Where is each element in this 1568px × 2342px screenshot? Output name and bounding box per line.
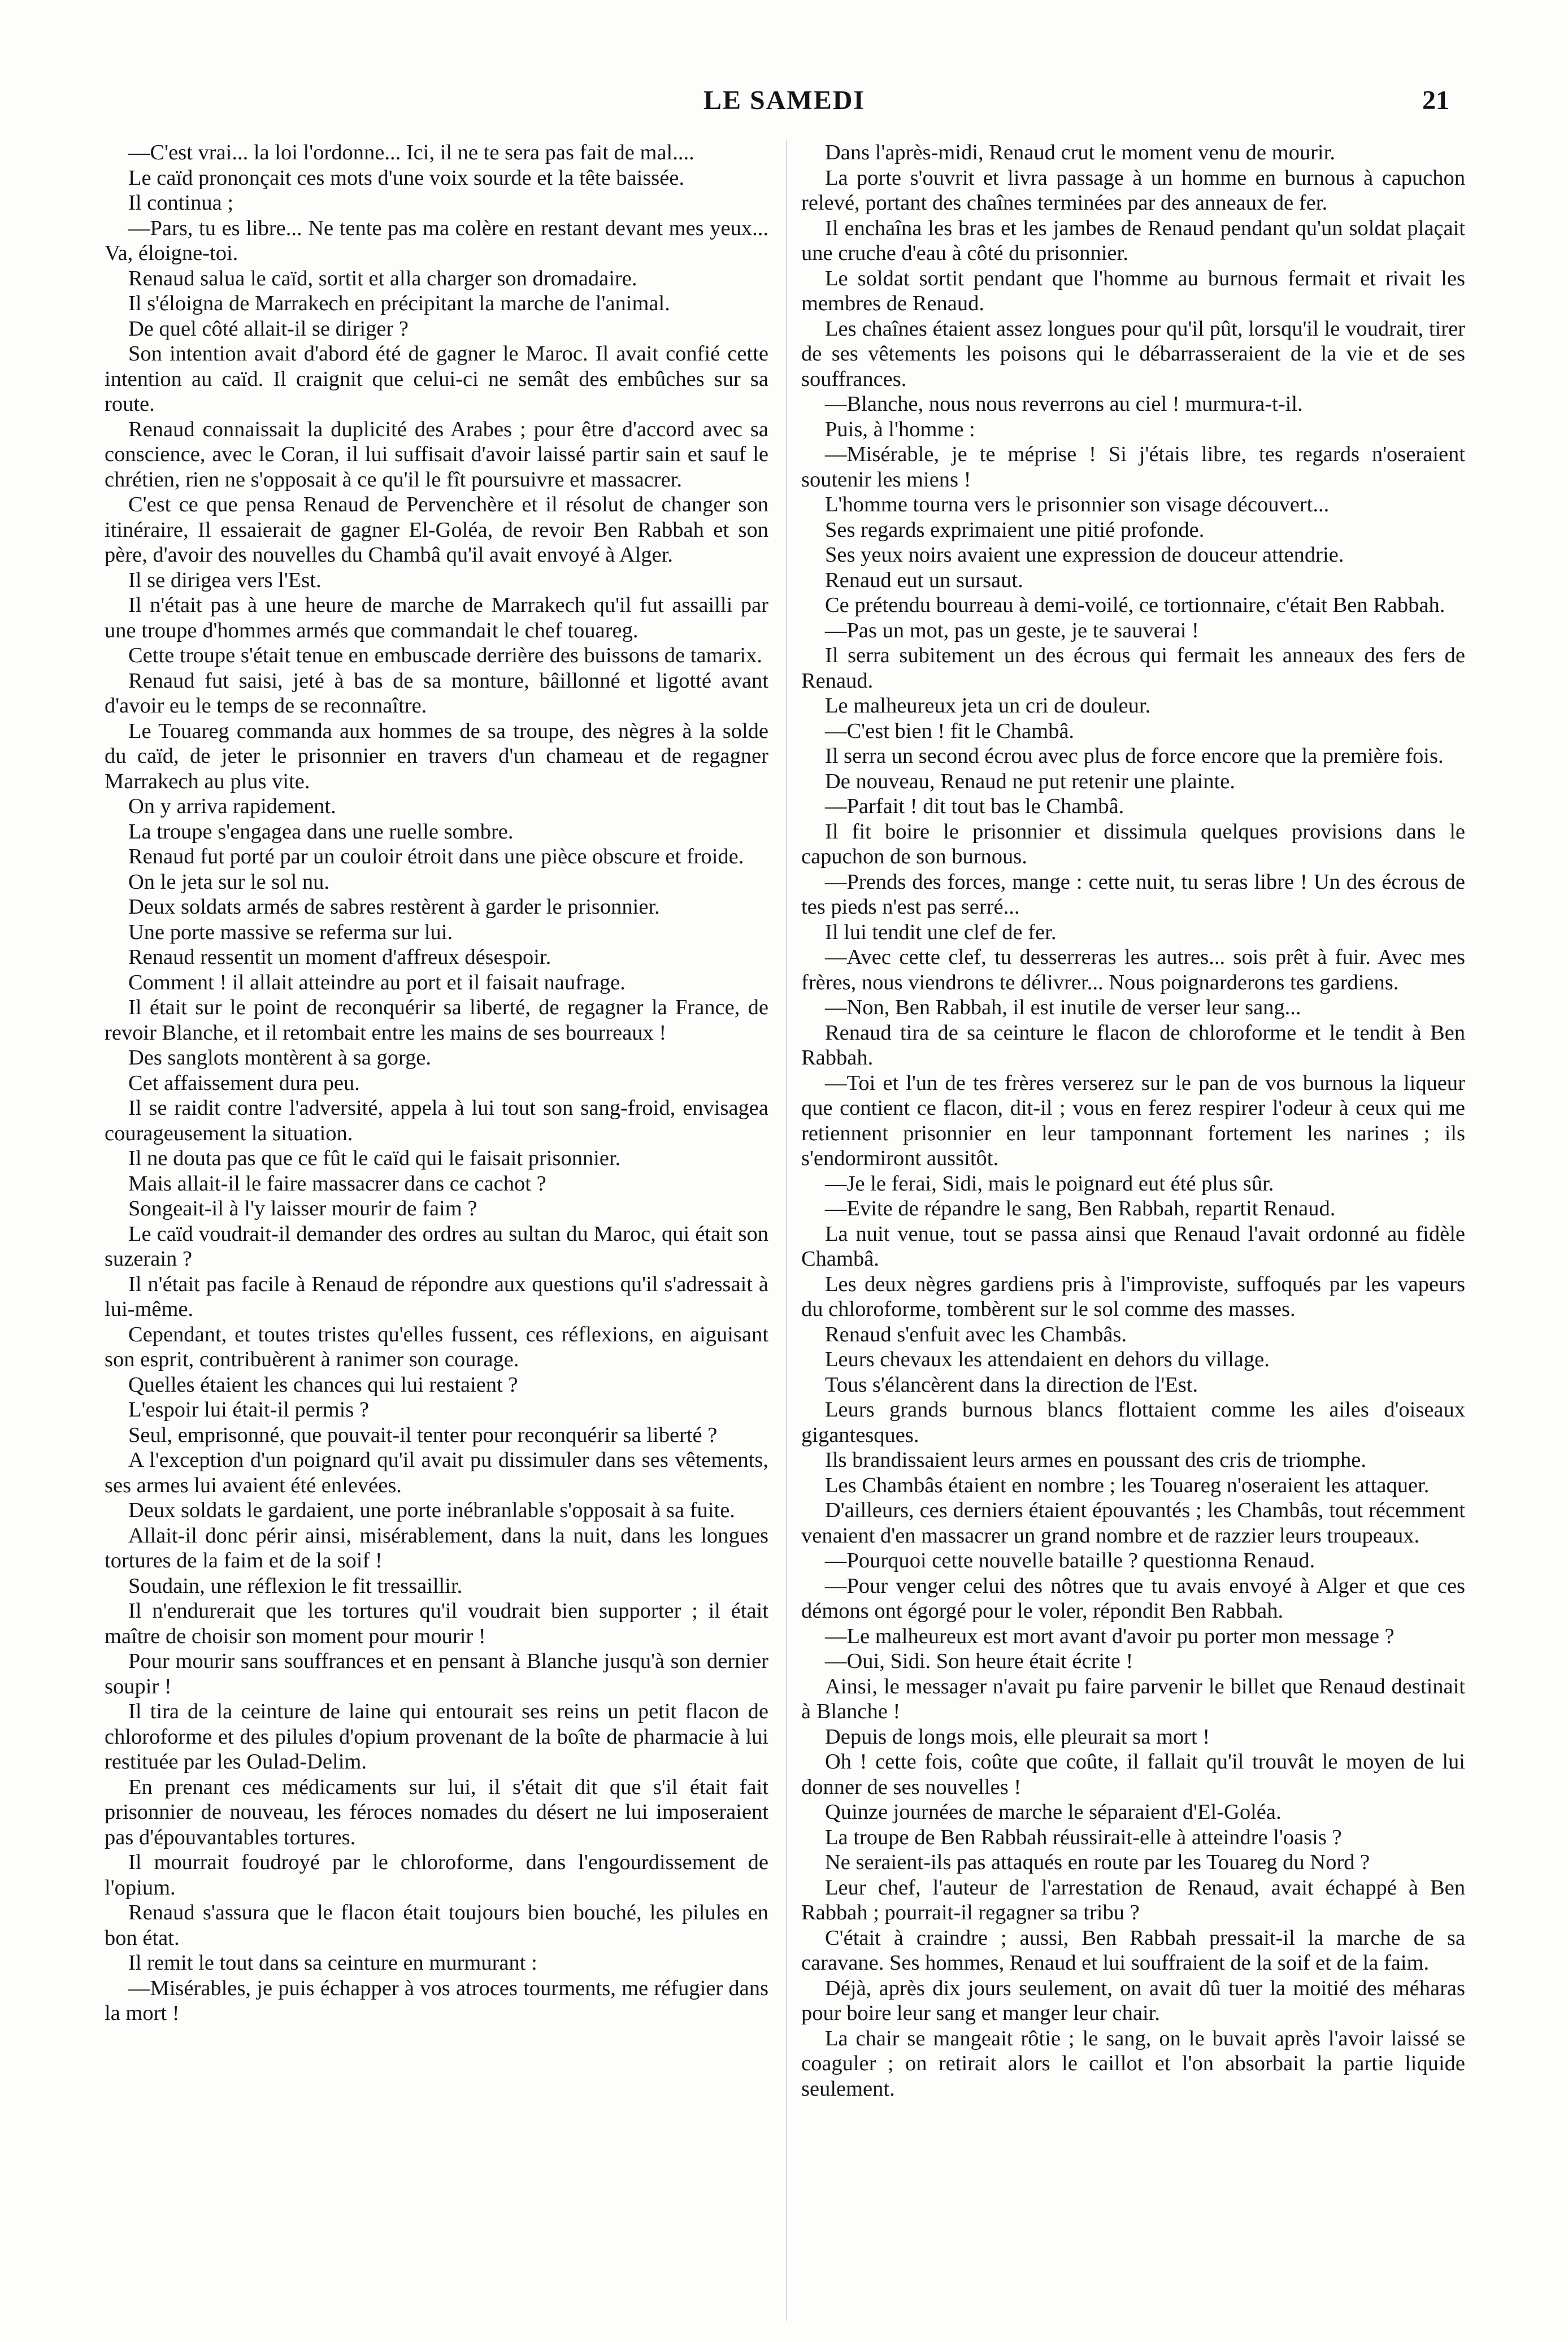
paragraph: Depuis de longs mois, elle pleurait sa mort ! <box>825 1724 1210 1749</box>
paragraph: —C'est vrai... la loi l'ordonne... Ici, il ne te sera pas fait de mal.... <box>128 141 694 164</box>
paragraph: —Pour venger celui des nôtres que tu avais envoyé à Alger et que ces démons ont égorgé pour le voler, répondit Ben Rabbah. <box>801 1574 1465 1623</box>
paragraph: Soudain, une réflexion le fit tressaillir. <box>128 1574 463 1598</box>
paragraph: —Pas un mot, pas un geste, je te sauverai ! <box>825 618 1199 642</box>
paragraph: Il continua ; <box>128 191 234 215</box>
paragraph: —Le malheureux est mort avant d'avoir pu porter mon message ? <box>825 1624 1395 1648</box>
paragraph: —Toi et l'un de tes frères verserez sur le pan de vos burnous la liqueur que contient ce flacon, dit-il ; vous en ferez respirer l'odeur à ceux qui me retiennent prisonnier en leur tamponnant fortement les narines ; ils s'endormiront aussitôt. <box>801 1071 1465 1170</box>
paragraph: —Oui, Sidi. Son heure était écrite ! <box>825 1649 1133 1673</box>
paragraph: Les Chambâs étaient en nombre ; les Touareg n'oseraient les attaquer. <box>825 1473 1430 1497</box>
paragraph: Renaud fut saisi, jeté à bas de sa monture, bâillonné et ligotté avant d'avoir eu le temps de se reconnaître. <box>105 668 768 718</box>
paragraph: Des sanglots montèrent à sa gorge. <box>128 1046 432 1070</box>
paragraph: —Non, Ben Rabbah, il est inutile de verser leur sang... <box>825 996 1301 1019</box>
paragraph: Les chaînes étaient assez longues pour qu'il pût, lorsqu'il le voudrait, tirer de ses vêtements les poisons qui le débarrasseraient de la vie et de ses souffrances. <box>801 316 1465 391</box>
paragraph: —C'est bien ! fit le Chambâ. <box>825 719 1075 743</box>
paragraph: Il mourrait foudroyé par le chloroforme, dans l'engourdissement de l'opium. <box>105 1850 768 1900</box>
paragraph: Son intention avait d'abord été de gagner le Maroc. Il avait confié cette intention au caïd. Il craignit que celui-ci ne semât des embûches sur sa route. <box>105 342 768 416</box>
paragraph: Leur chef, l'auteur de l'arrestation de Renaud, avait échappé à Ben Rabbah ; pourrait-il regagner sa tribu ? <box>801 1875 1465 1924</box>
paragraph: —Parfait ! dit tout bas le Chambâ. <box>825 794 1124 818</box>
page-header <box>105 85 1449 124</box>
paragraph: Ainsi, le messager n'avait pu faire parvenir le billet que Renaud destinait à Blanche ! <box>801 1674 1465 1723</box>
paragraph: Renaud ressentit un moment d'affreux désespoir. <box>128 945 551 969</box>
paragraph: —Misérable, je te méprise ! Si j'étais libre, tes regards n'oseraient soutenir les miens ! <box>801 442 1465 492</box>
paragraph: Mais allait-il le faire massacrer dans ce cachot ? <box>128 1171 546 1196</box>
paragraph: D'ailleurs, ces derniers étaient épouvantés ; les Chambâs, tout récemment venaient d'en massacrer un grand nombre et de razzier leurs troupeaux. <box>801 1498 1465 1548</box>
paragraph: Il n'endurerait que les tortures qu'il voudrait bien supporter ; il était maître de choisir son moment pour mourir ! <box>105 1599 768 1648</box>
paragraph: La nuit venue, tout se passa ainsi que Renaud l'avait ordonné au fidèle Chambâ. <box>801 1222 1465 1271</box>
paragraph: Il se raidit contre l'adversité, appela à lui tout son sang-froid, envisagea courageusement la situation. <box>105 1096 768 1145</box>
paragraph: Cependant, et toutes tristes qu'elles fussent, ces réflexions, en aiguisant son esprit, contribuèrent à ranimer son courage. <box>105 1322 768 1371</box>
paragraph: De quel côté allait-il se diriger ? <box>128 316 409 341</box>
paragraph: Il était sur le point de reconquérir sa liberté, de regagner la France, de revoir Blanche, et il retombait entre les mains de ses bourreaux ! <box>105 996 768 1045</box>
left-text-column <box>105 140 768 2321</box>
paragraph: Il remit le tout dans sa ceinture en murmurant : <box>128 1951 537 1975</box>
paragraph: Il fit boire le prisonnier et dissimula quelques provisions dans le capuchon de son burnous. <box>801 819 1465 868</box>
paragraph: Tous s'élancèrent dans la direction de l'Est. <box>825 1372 1198 1397</box>
publication-title: LE SAMEDI <box>703 85 866 115</box>
paragraph: Le soldat sortit pendant que l'homme au burnous fermait et rivait les membres de Renaud. <box>801 266 1465 315</box>
paragraph: Il lui tendit une clef de fer. <box>825 920 1057 944</box>
paragraph: Deux soldats armés de sabres restèrent à garder le prisonnier. <box>128 895 660 919</box>
paragraph: Il ne douta pas que ce fût le caïd qui le faisait prisonnier. <box>128 1146 621 1170</box>
paragraph: Déjà, après dix jours seulement, on avait dû tuer la moitié des méharas pour boire leur sang et manger leur chair. <box>801 1976 1465 2025</box>
paragraph: Le caïd voudrait-il demander des ordres au sultan du Maroc, qui était son suzerain ? <box>105 1222 768 1271</box>
paragraph: La troupe de Ben Rabbah réussirait-elle à atteindre l'oasis ? <box>825 1825 1342 1849</box>
paragraph: La troupe s'engagea dans une ruelle sombre. <box>128 819 514 844</box>
paragraph: —Evite de répandre le sang, Ben Rabbah, repartit Renaud. <box>825 1197 1336 1220</box>
paragraph: —Je le ferai, Sidi, mais le poignard eut été plus sûr. <box>825 1171 1274 1196</box>
paragraph: Il s'éloigna de Marrakech en précipitant la marche de l'animal. <box>128 292 670 315</box>
paragraph: La porte s'ouvrit et livra passage à un homme en burnous à capuchon relevé, portant des chaînes terminées par des anneaux de fer. <box>801 166 1465 215</box>
paragraph: —Pars, tu es libre... Ne tente pas ma colère en restant devant mes yeux... Va, éloigne-toi. <box>105 216 768 265</box>
paragraph: Il n'était pas à une heure de marche de Marrakech qu'il fut assailli par une troupe d'hommes armés que commandait le chef touareg. <box>105 593 768 642</box>
paragraph: Ils brandissaient leurs armes en poussant des cris de triomphe. <box>825 1448 1366 1472</box>
paragraph: Seul, emprisonné, que pouvait-il tenter pour reconquérir sa liberté ? <box>128 1423 718 1447</box>
paragraph: Une porte massive se referma sur lui. <box>128 920 453 944</box>
paragraph: Dans l'après-midi, Renaud crut le moment venu de mourir. <box>825 141 1335 164</box>
paragraph: On y arriva rapidement. <box>128 794 336 818</box>
paragraph: Deux soldats le gardaient, une porte inébranlable s'opposait à sa fuite. <box>128 1498 735 1522</box>
page-number: 21 <box>1422 85 1449 115</box>
paragraph: Le malheureux jeta un cri de douleur. <box>825 694 1151 718</box>
paragraph: —Avec cette clef, tu desserreras les autres... sois prêt à fuir. Avec mes frères, nous viendrons te délivrer... Nous poignarderons tes gardiens. <box>801 945 1465 994</box>
paragraph: Il serra un second écrou avec plus de force encore que la première fois. <box>825 744 1444 768</box>
paragraph: Oh ! cette fois, coûte que coûte, il fallait qu'il trouvât le moyen de lui donner de ses nouvelles ! <box>801 1750 1465 1799</box>
paragraph: L'homme tourna vers le prisonnier son visage découvert... <box>825 493 1330 516</box>
paragraph: Il se dirigea vers l'Est. <box>128 568 322 592</box>
paragraph: Il tira de la ceinture de laine qui entourait ses reins un petit flacon de chloroforme et des pilules d'opium provenant de la boîte de pharmacie à lui restituée par les Oulad-Delim. <box>105 1700 768 1774</box>
paragraph: Ne seraient-ils pas attaqués en route par les Touareg du Nord ? <box>825 1850 1370 1874</box>
paragraph: Renaud tira de sa ceinture le flacon de chloroforme et le tendit à Ben Rabbah. <box>801 1020 1465 1070</box>
paragraph: Ce prétendu bourreau à demi-voilé, ce tortionnaire, c'était Ben Rabbah. <box>825 593 1445 617</box>
paragraph: —Misérables, je puis échapper à vos atroces tourments, me réfugier dans la mort ! <box>105 1976 768 2025</box>
paragraph: Renaud connaissait la duplicité des Arabes ; pour être d'accord avec sa conscience, avec le Coran, il lui suffisait d'avoir laissé partir sain et sauf le chrétien, rien ne s'opposait à ce qu'il le fît poursuivre et massacrer. <box>105 417 768 492</box>
paragraph: Quinze journées de marche le séparaient d'El-Goléa. <box>825 1800 1282 1824</box>
paragraph: Leurs chevaux les attendaient en dehors du village. <box>825 1348 1270 1371</box>
paragraph: Renaud fut porté par un couloir étroit dans une pièce obscure et froide. <box>128 845 744 868</box>
paragraph: La chair se mangeait rôtie ; le sang, on le buvait après l'avoir laissé se coaguler ; on retirait alors le caillot et l'on absorbait la partie liquide seulement. <box>801 2026 1465 2101</box>
paragraph: Quelles étaient les chances qui lui restaient ? <box>128 1372 518 1397</box>
paragraph: Les deux nègres gardiens pris à l'improviste, suffoqués par les vapeurs du chloroforme, tombèrent sur le sol comme des masses. <box>801 1272 1465 1321</box>
paragraph: Ses yeux noirs avaient une expression de douceur attendrie. <box>825 543 1344 567</box>
paragraph: Pour mourir sans souffrances et en pensant à Blanche jusqu'à son dernier soupir ! <box>105 1649 768 1698</box>
paragraph: Il n'était pas facile à Renaud de répondre aux questions qu'il s'adressait à lui-même. <box>105 1272 768 1321</box>
paragraph: Allait-il donc périr ainsi, misérablement, dans la nuit, dans les longues tortures de la faim et de la soif ! <box>105 1523 768 1572</box>
paragraph: Cet affaissement dura peu. <box>128 1071 360 1095</box>
paragraph: —Blanche, nous nous reverrons au ciel ! murmura-t-il. <box>825 392 1303 416</box>
right-text-column <box>801 140 1465 2321</box>
paragraph: Le Touareg commanda aux hommes de sa troupe, des nègres à la solde du caïd, de jeter le prisonnier en travers d'un chameau et de regagner Marrakech au plus vite. <box>105 719 768 793</box>
paragraph: De nouveau, Renaud ne put retenir une plainte. <box>825 769 1235 793</box>
paragraph: Cette troupe s'était tenue en embuscade derrière des buissons de tamarix. <box>128 644 762 667</box>
paragraph: Renaud s'assura que le flacon était toujours bien bouché, les pilules en bon état. <box>105 1901 768 1950</box>
paragraph: C'était à craindre ; aussi, Ben Rabbah pressait-il la marche de sa caravane. Ses hommes, Renaud et lui souffraient de la soif et de la faim. <box>801 1926 1465 1975</box>
paragraph: Leurs grands burnous blancs flottaient comme les ailes d'oiseaux gigantesques. <box>801 1398 1465 1447</box>
paragraph: Il enchaîna les bras et les jambes de Renaud pendant qu'un soldat plaçait une cruche d'eau à côté du prisonnier. <box>801 216 1465 265</box>
paragraph: Songeait-il à l'y laisser mourir de faim ? <box>128 1197 477 1220</box>
paragraph: En prenant ces médicaments sur lui, il s'était dit que s'il était fait prisonnier de nouveau, les féroces nomades du désert ne lui imposeraient pas d'épouvantables tortures. <box>105 1775 768 1849</box>
paragraph: Renaud s'enfuit avec les Chambâs. <box>825 1322 1127 1346</box>
paragraph: Ses regards exprimaient une pitié profonde. <box>825 518 1205 542</box>
paragraph: Renaud eut un sursaut. <box>825 568 1023 592</box>
paragraph: L'espoir lui était-il permis ? <box>128 1398 370 1422</box>
column-divider <box>786 140 787 2321</box>
paragraph: —Prends des forces, mange : cette nuit, tu seras libre ! Un des écrous de tes pieds n'est pas serré... <box>801 870 1465 919</box>
paragraph: A l'exception d'un poignard qu'il avait pu dissimuler dans ses vêtements, ses armes lui avaient été enlevées. <box>105 1448 768 1497</box>
paragraph: Le caïd prononçait ces mots d'une voix sourde et la tête baissée. <box>128 166 685 190</box>
paragraph: C'est ce que pensa Renaud de Pervenchère et il résolut de changer son itinéraire, Il essaierait de gagner El-Goléa, de revoir Ben Rabbah et son père, d'avoir des nouvelles du Chambâ qu'il avait envoyé à Alger. <box>105 493 768 567</box>
paragraph: —Pourquoi cette nouvelle bataille ? questionna Renaud. <box>825 1549 1315 1572</box>
paragraph: Renaud salua le caïd, sortit et alla charger son dromadaire. <box>128 266 637 290</box>
paragraph: Comment ! il allait atteindre au port et il faisait naufrage. <box>128 970 626 994</box>
paragraph: Il serra subitement un des écrous qui fermait les anneaux des fers de Renaud. <box>801 644 1465 693</box>
paragraph: On le jeta sur le sol nu. <box>128 870 330 894</box>
paragraph: Puis, à l'homme : <box>825 417 975 441</box>
